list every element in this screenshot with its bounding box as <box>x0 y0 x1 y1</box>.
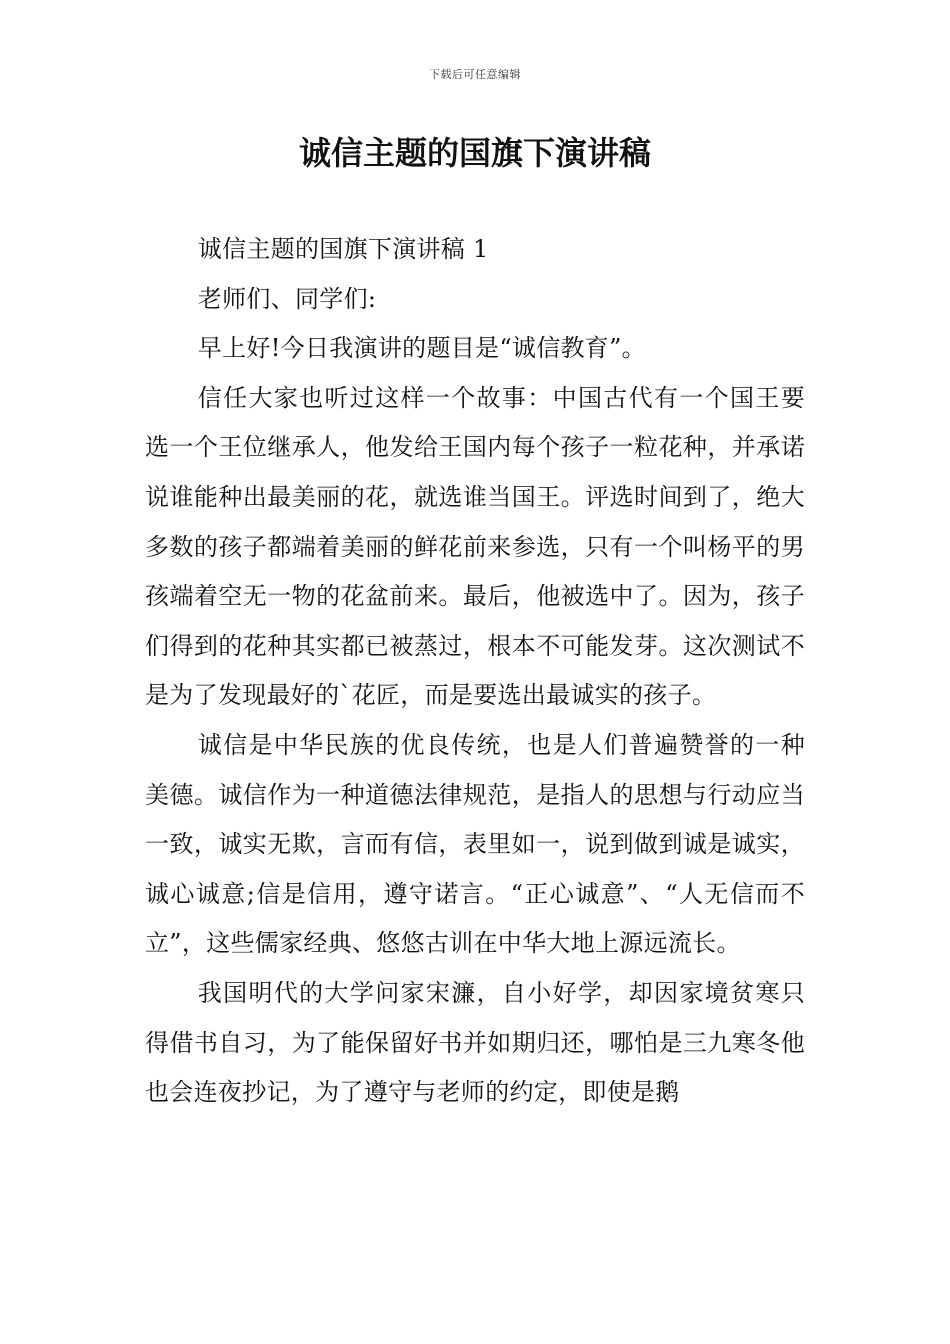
paragraph-heading: 诚信主题的国旗下演讲稿 1 <box>197 235 489 263</box>
document-title: 诚信主题的国旗下演讲稿 <box>298 134 651 172</box>
paragraph-virtue: 诚信是中华民族的优良传统，也是人们普遍赞誉的一种美德。诚信作为一种道德法律规范，是指人的思想与行动应当一致，诚实无欺，言而有信，表里如一，说到做到诚是诚实，诚心诚意;信是信用，遵守诺言。“正心诚意”、“人无信而不立”，这些儒家经典、悠悠古训在中华大地上源远流长。 <box>145 730 805 958</box>
document-body <box>145 225 805 1118</box>
paragraph-story: 信任大家也听过这样一个故事：中国古代有一个国王要选一个王位继承人，他发给王国内每个孩子一粒花种，并承诺说谁能种出最美丽的花，就选谁当国王。评选时间到了，绝大多数的孩子都端着美丽的鲜花前来参选，只有一个叫杨平的男孩端着空无一物的花盆前来。最后，他被选中了。因为，孩子们得到的花种其实都已被蒸过，根本不可能发芽。这次测试不是为了发现最好的`花匠，而是要选出最诚实的孩子。 <box>145 383 805 710</box>
header-note: 下载后可任意编辑 <box>429 68 521 81</box>
paragraph-song-lian: 我国明代的大学问家宋濂，自小好学，却因家境贫寒只得借书自习，为了能保留好书并如期归还，哪怕是三九寒冬他也会连夜抄记，为了遵守与老师的约定，即使是鹅 <box>145 978 805 1107</box>
paragraph-greeting: 老师们、同学们: <box>197 284 377 313</box>
paragraph-opening: 早上好!今日我演讲的题目是“诚信教育”。 <box>197 334 646 363</box>
